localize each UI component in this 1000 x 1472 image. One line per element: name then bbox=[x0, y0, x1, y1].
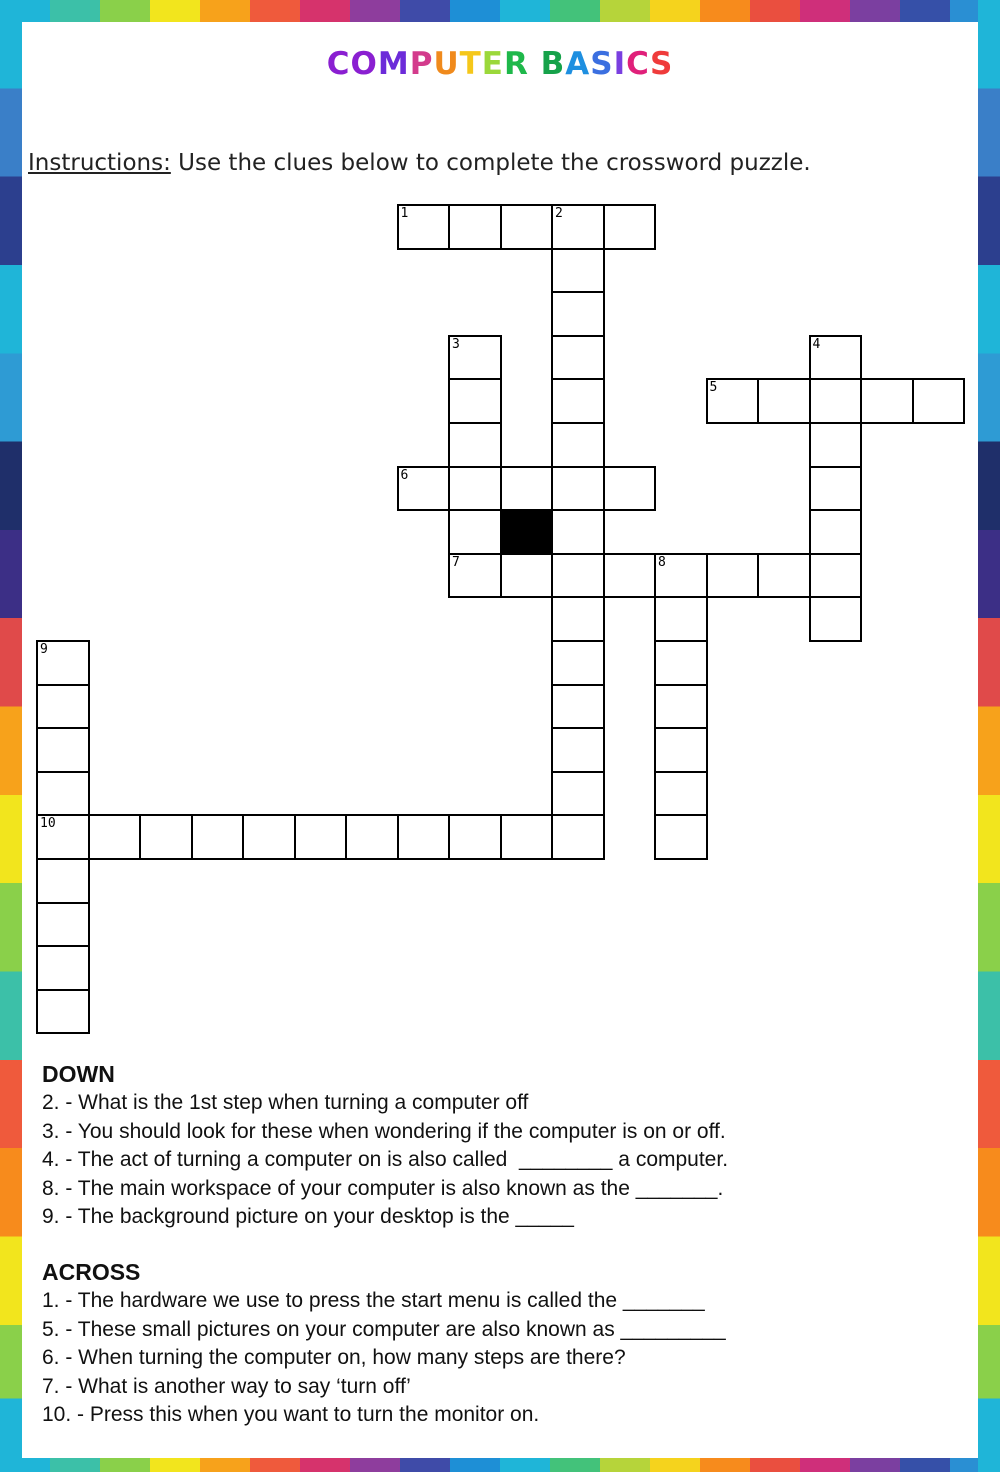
crossword-cell[interactable] bbox=[757, 553, 811, 599]
crossword-cell[interactable] bbox=[551, 640, 605, 686]
crossword-cell[interactable] bbox=[500, 814, 554, 860]
crossword-cell[interactable] bbox=[36, 989, 90, 1035]
crossword-cell[interactable] bbox=[448, 814, 502, 860]
crossword-cell[interactable] bbox=[36, 858, 90, 904]
across-clue-5: 5. - These small pictures on your computer are also known as _________ bbox=[42, 1317, 726, 1341]
crossword-cell[interactable] bbox=[654, 814, 708, 860]
crossword-cell[interactable] bbox=[809, 422, 863, 468]
crossword-cell[interactable] bbox=[36, 945, 90, 991]
crossword-cell[interactable] bbox=[551, 814, 605, 860]
crossword-cell[interactable] bbox=[654, 596, 708, 642]
crossword-cell[interactable] bbox=[809, 466, 863, 512]
crossword-cell[interactable] bbox=[551, 335, 605, 381]
crossword-cell[interactable] bbox=[551, 248, 605, 294]
clue-number: 9 bbox=[40, 642, 48, 657]
crossword-cell[interactable] bbox=[36, 684, 90, 730]
crossword-cell[interactable] bbox=[912, 378, 966, 424]
title-letter: E bbox=[481, 46, 504, 82]
down-clue-8: 8. - The main workspace of your computer is also known as the _______. bbox=[42, 1176, 724, 1200]
crossword-black-cell bbox=[500, 509, 554, 555]
across-clue-1: 1. - The hardware we use to press the start menu is called the _______ bbox=[42, 1289, 705, 1312]
crossword-cell[interactable] bbox=[551, 378, 605, 424]
crossword-cell[interactable] bbox=[809, 553, 863, 599]
clue-number: 10 bbox=[40, 816, 56, 832]
crossword-cell[interactable] bbox=[551, 204, 605, 250]
crossword-cell[interactable] bbox=[448, 509, 502, 555]
crossword-cell[interactable] bbox=[448, 378, 502, 424]
crossword-cell[interactable] bbox=[809, 596, 863, 642]
crossword-cell[interactable] bbox=[809, 335, 863, 381]
crossword-cell[interactable] bbox=[654, 553, 708, 599]
title-letter: A bbox=[565, 46, 591, 82]
crossword-cell[interactable] bbox=[551, 771, 605, 817]
title-letter: M bbox=[377, 46, 410, 82]
crossword-cell[interactable] bbox=[397, 204, 451, 250]
crossword-cell[interactable] bbox=[551, 553, 605, 599]
crossword-cell[interactable] bbox=[551, 422, 605, 468]
crossword-cell[interactable] bbox=[397, 466, 451, 512]
title-letter: I bbox=[613, 46, 627, 82]
title-letter: R bbox=[503, 46, 529, 82]
crossword-cell[interactable] bbox=[654, 771, 708, 817]
down-clues bbox=[42, 1059, 728, 1232]
crossword-cell[interactable] bbox=[551, 596, 605, 642]
crossword-cell[interactable] bbox=[603, 204, 657, 250]
crossword-cell[interactable] bbox=[36, 771, 90, 817]
instructions-label: Instructions: bbox=[28, 150, 171, 176]
title-letter: C bbox=[326, 46, 351, 82]
crossword-cell[interactable] bbox=[809, 509, 863, 555]
down-clue-3: 3. - You should look for these when wondering if the computer is on or off. bbox=[42, 1119, 726, 1143]
title-letter: S bbox=[590, 46, 614, 82]
crossword-cell[interactable] bbox=[551, 509, 605, 555]
title-letter: B bbox=[540, 46, 566, 82]
clue-number: 3 bbox=[452, 336, 460, 352]
down-heading: DOWN bbox=[42, 1061, 115, 1087]
crossword-cell[interactable] bbox=[88, 814, 142, 860]
crossword-cell[interactable] bbox=[551, 684, 605, 730]
instructions-text: Use the clues below to complete the crossword puzzle. bbox=[170, 150, 811, 176]
crossword-cell[interactable] bbox=[654, 684, 708, 730]
down-clue-9: 9. - The background picture on your desktop is the _____ bbox=[42, 1205, 574, 1228]
crossword-cell[interactable] bbox=[757, 378, 811, 424]
crossword-cell[interactable] bbox=[500, 466, 554, 512]
across-clues bbox=[42, 1257, 726, 1430]
title-letter: O bbox=[350, 46, 378, 82]
crossword-cell[interactable] bbox=[448, 553, 502, 599]
crossword-cell[interactable] bbox=[36, 640, 90, 686]
crossword-cell[interactable] bbox=[654, 640, 708, 686]
title-letter: S bbox=[649, 46, 674, 82]
crossword-cell[interactable] bbox=[448, 204, 502, 250]
crossword-cell[interactable] bbox=[448, 466, 502, 512]
crossword-cell[interactable] bbox=[397, 814, 451, 860]
crossword-cell[interactable] bbox=[500, 553, 554, 599]
across-clue-10: 10. - Press this when you want to turn the monitor on. bbox=[42, 1403, 540, 1426]
title-letter: P bbox=[409, 46, 434, 82]
clue-number: 5 bbox=[709, 380, 718, 396]
crossword-cell[interactable] bbox=[500, 204, 554, 250]
clue-number: 4 bbox=[812, 336, 821, 352]
down-clue-4: 4. - The act of turning a computer on is also called ________ a computer. bbox=[42, 1148, 729, 1171]
across-clue-6: 6. - When turning the computer on, how many steps are there? bbox=[42, 1346, 626, 1369]
crossword-cell[interactable] bbox=[603, 553, 657, 599]
crossword-cell[interactable] bbox=[551, 727, 605, 773]
crossword-cell[interactable] bbox=[603, 466, 657, 512]
crossword-cell[interactable] bbox=[448, 335, 502, 381]
clue-number: 1 bbox=[400, 206, 409, 221]
crossword-cell[interactable] bbox=[242, 814, 296, 860]
crossword-cell[interactable] bbox=[36, 814, 90, 860]
crossword-cell[interactable] bbox=[191, 814, 245, 860]
crossword-cell[interactable] bbox=[860, 378, 914, 424]
crossword-cell[interactable] bbox=[294, 814, 348, 860]
crossword-cell[interactable] bbox=[551, 291, 605, 337]
across-heading: ACROSS bbox=[42, 1259, 141, 1285]
crossword-cell[interactable] bbox=[706, 553, 760, 599]
across-clue-7: 7. - What is another way to say ‘turn off’ bbox=[42, 1374, 411, 1398]
clue-number: 7 bbox=[452, 554, 460, 570]
crossword-cell[interactable] bbox=[36, 902, 90, 948]
crossword-cell[interactable] bbox=[448, 422, 502, 468]
clue-number: 8 bbox=[658, 554, 666, 570]
title-letter: U bbox=[433, 46, 460, 82]
crossword-cell[interactable] bbox=[809, 378, 863, 424]
title-letter: C bbox=[626, 46, 650, 82]
clue-number: 6 bbox=[400, 467, 409, 483]
title-letter: T bbox=[459, 46, 482, 82]
down-clue-2: 2. - What is the 1st step when turning a computer off bbox=[42, 1091, 529, 1114]
clue-number: 2 bbox=[555, 206, 563, 221]
crossword-cell[interactable] bbox=[654, 727, 708, 773]
crossword-cell[interactable] bbox=[551, 466, 605, 512]
crossword-cell[interactable] bbox=[706, 378, 760, 424]
crossword-cell[interactable] bbox=[345, 814, 399, 860]
crossword-cell[interactable] bbox=[36, 727, 90, 773]
crossword-cell[interactable] bbox=[139, 814, 193, 860]
